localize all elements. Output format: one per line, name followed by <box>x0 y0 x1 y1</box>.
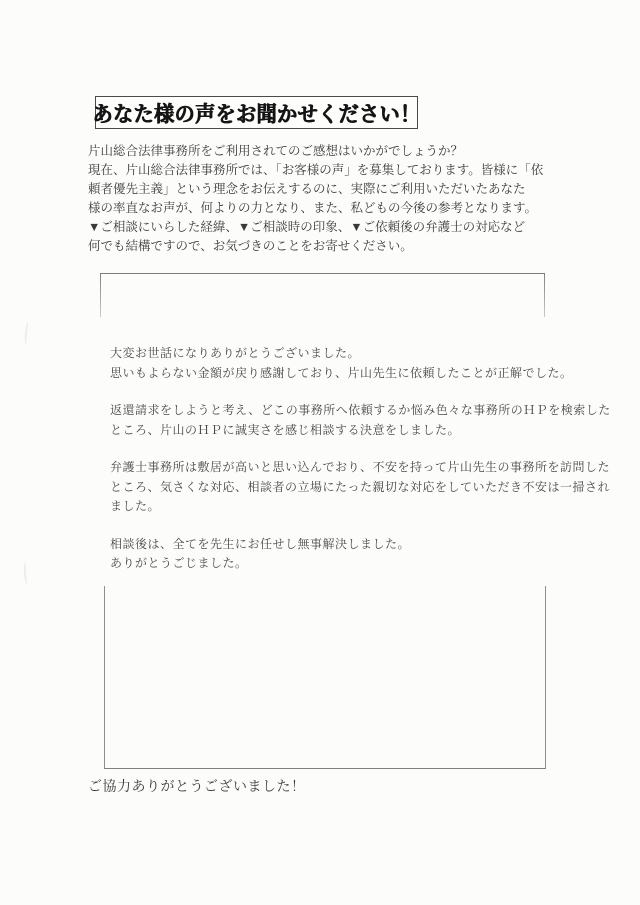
feedback-paragraph <box>110 458 611 517</box>
customer-feedback-text <box>110 344 611 592</box>
feedback-line: 思いもよらない金額が戻り感謝しており、片山先生に依頼したことが正解でした。 <box>110 365 573 380</box>
feedback-line: 返還請求をしようと考え、どこの事務所へ依頼するか悩み色々な事務所のＨＰを検索した <box>110 403 611 417</box>
feedback-line: ところ、気さくな対応、相談者の立場にたった親切な対応をしていただき不安は一掃され <box>110 479 611 494</box>
feedback-paragraph <box>110 535 570 574</box>
intro-line: 片山総合法律事務所をご利用されてのご感想はいかがでしょうか？ <box>88 144 464 158</box>
scan-artifact <box>23 562 30 584</box>
intro-line: 様の率直なお声が、何よりの力となり、また、私どもの今後の参考となります。 <box>88 201 538 215</box>
intro-line: 頼者優先主義」という理念をお伝えするのに、実際にご利用いただいたあなた <box>88 182 526 196</box>
title-banner <box>92 96 421 129</box>
page-title: あなた様の声をお聞かせください！ <box>92 103 421 128</box>
feedback-line: ました。 <box>110 499 161 513</box>
closing-text: ご協力ありがとうございました！ <box>88 778 306 794</box>
intro-line: 現在、片山総合法律事務所では、「お客様の声」を募集しております。皆様に「依 <box>88 163 544 177</box>
feedback-line: 弁護士事務所は敷居が高いと思い込んでおり、不安を持って片山先生の事務所を訪問した <box>110 460 611 474</box>
feedback-line: 相談後は、全てを先生にお任せし無事解決しました。 <box>110 536 411 551</box>
feedback-answer-box <box>100 273 545 317</box>
scan-artifact <box>24 322 31 344</box>
feedback-line: ところ、片山のＨＰに誠実さを感じ相談する決意をしました。 <box>110 422 461 437</box>
feedback-line: 大変お世話になりありがとうございました。 <box>110 346 361 360</box>
feedback-paragraph <box>110 401 611 440</box>
intro-paragraph <box>88 142 568 256</box>
feedback-line: ありがとうごじました。 <box>110 556 248 570</box>
feedback-paragraph <box>110 344 573 383</box>
intro-line: ▼ご相談にいらした経緯、▼ご相談時の印象、▼ご依頼後の弁護士の対応など <box>88 220 526 234</box>
intro-line: 何でも結構ですので、お気づきのことをお寄せください。 <box>88 239 413 253</box>
empty-answer-box <box>104 586 546 769</box>
